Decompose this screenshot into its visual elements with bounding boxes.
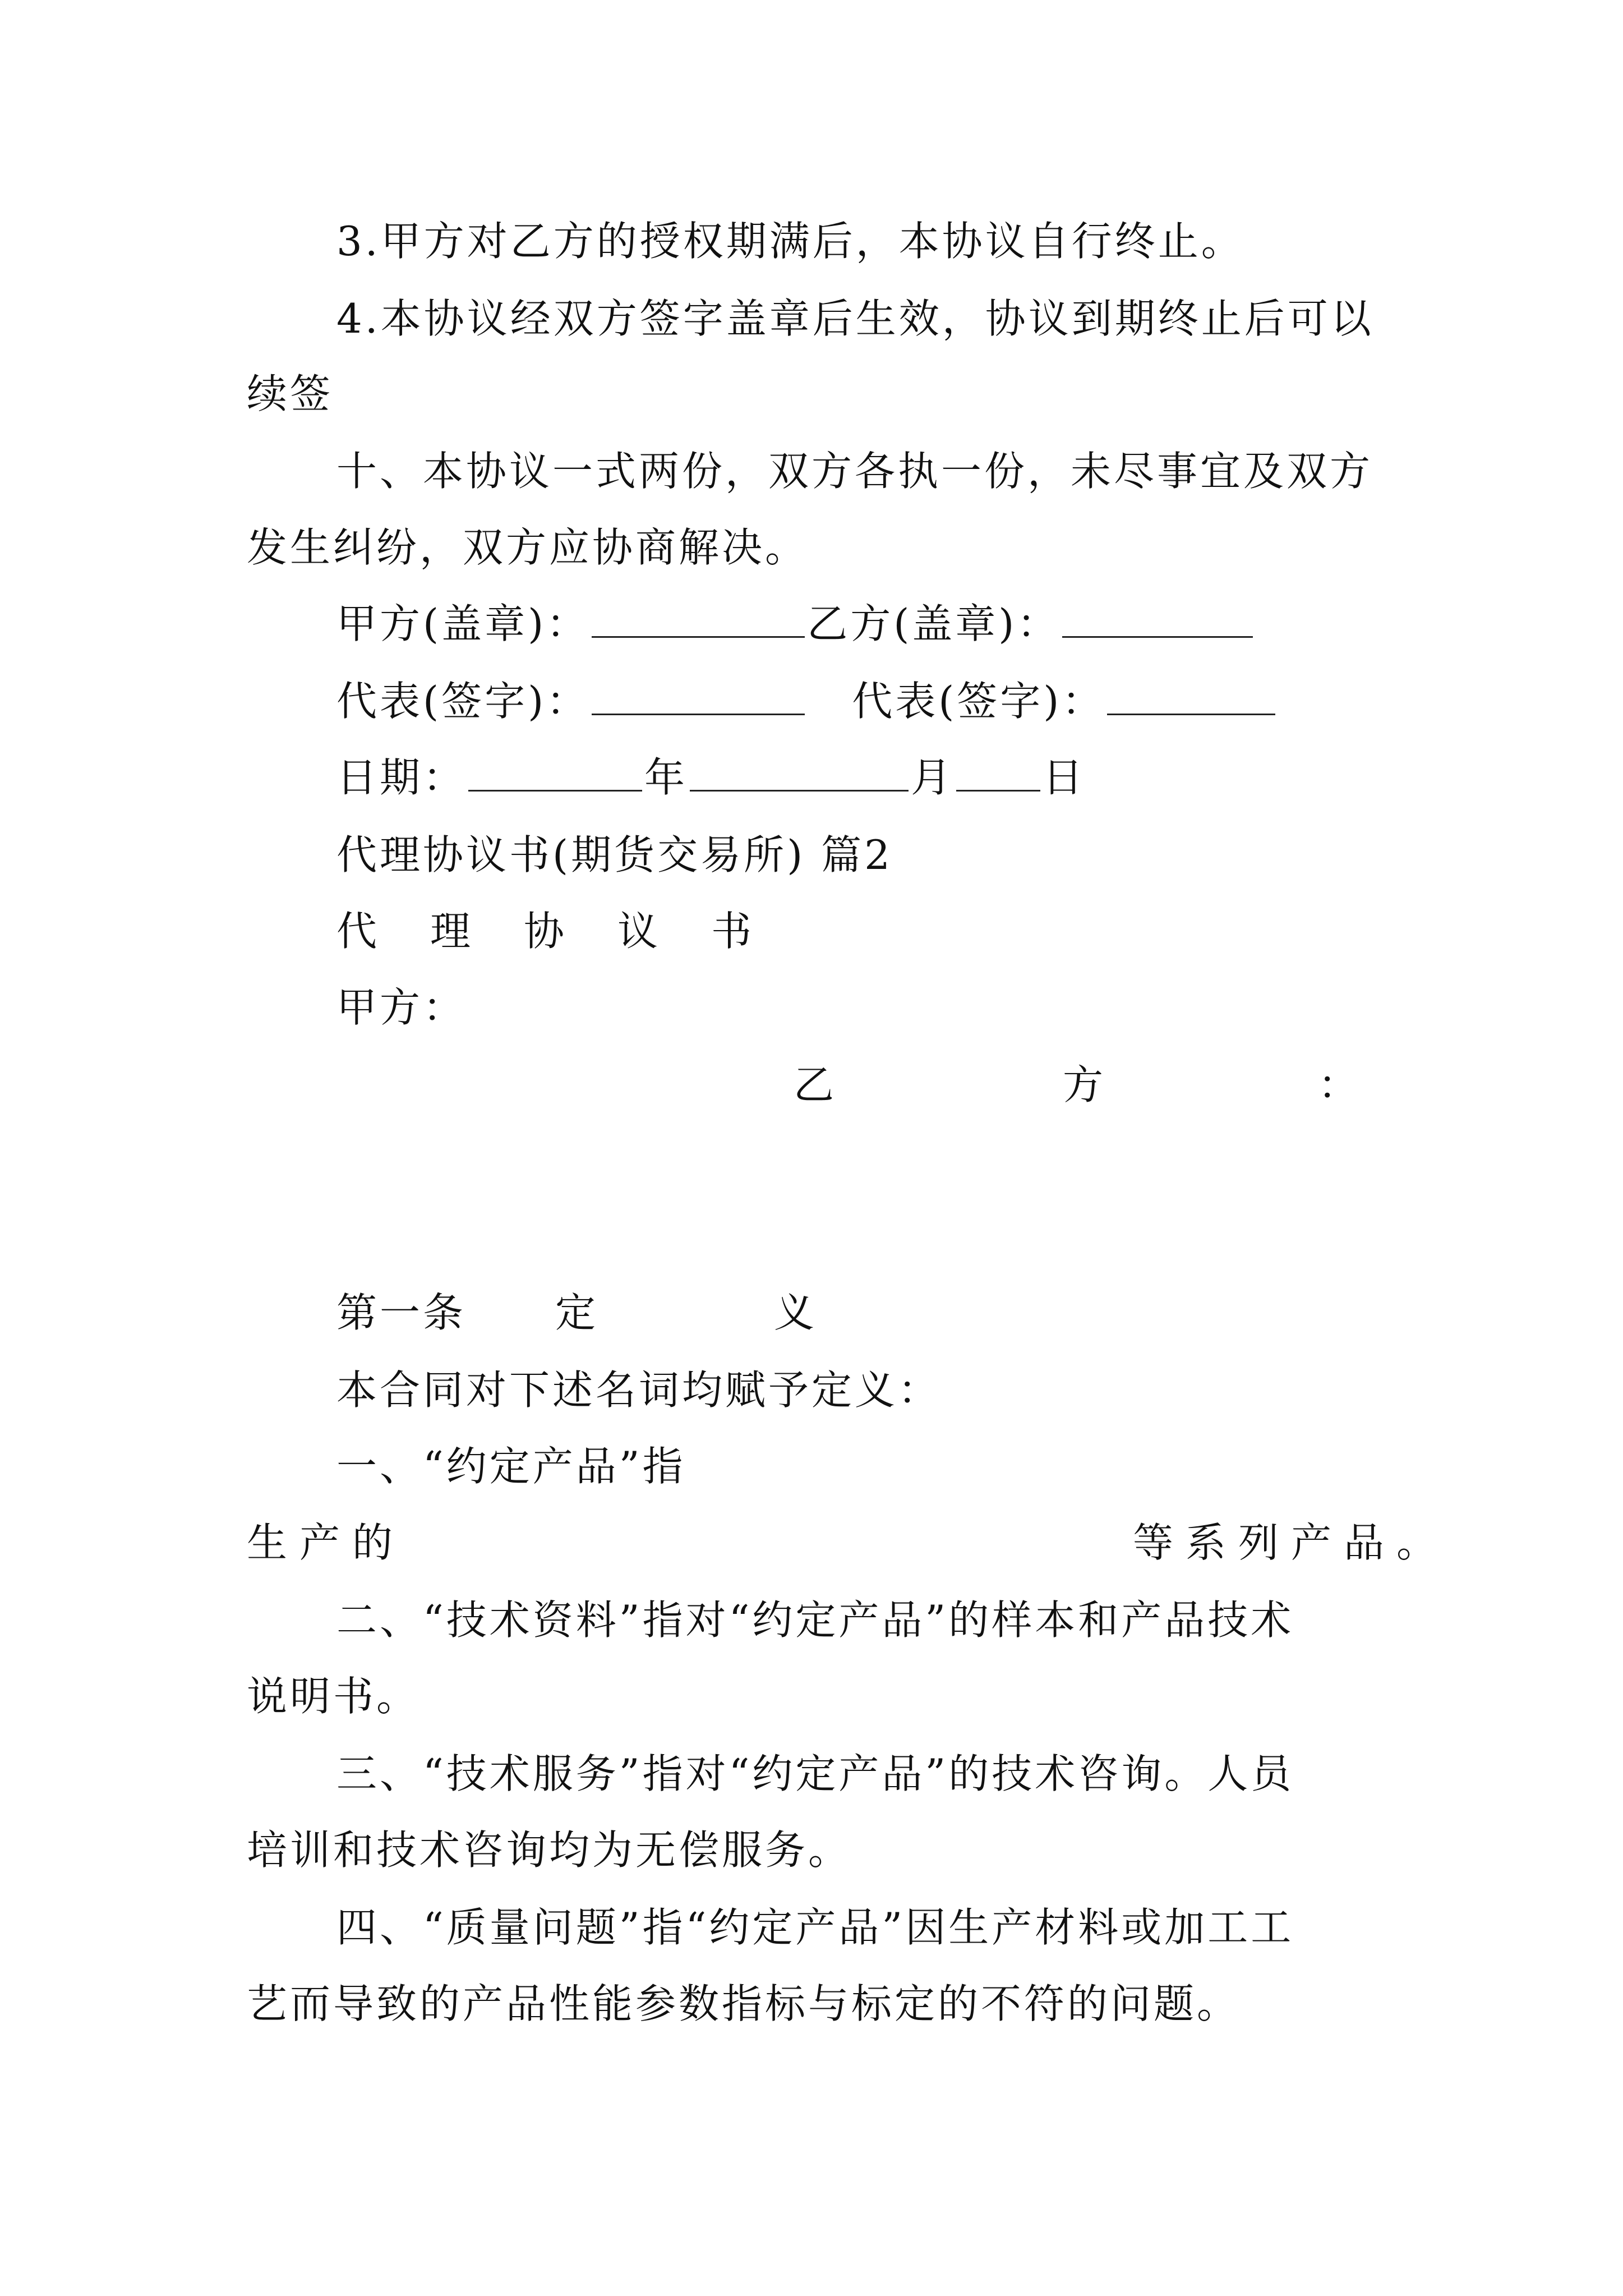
rep-b-label: 代表(签字)： — [852, 678, 1105, 725]
definition-1-line-1: 一、“约定产品”指 — [336, 1443, 686, 1490]
article-1-char: 义 — [774, 1289, 818, 1336]
document-title — [336, 907, 754, 956]
definition-1-line-2-right: 等系列产品。 — [1133, 1519, 1450, 1566]
clause-4-line-2: 续签 — [247, 370, 334, 417]
definition-4-line-1: 四、“质量问题”指“约定产品”因生产材料或加工工 — [336, 1904, 1294, 1951]
rep-a-label: 代表(签字)： — [336, 678, 590, 725]
title-char: 代 — [336, 908, 380, 955]
definition-3-line-2: 培训和技术咨询均为无偿服务。 — [247, 1826, 852, 1874]
day-label: 日 — [1043, 754, 1086, 801]
definition-4-line-2: 艺而导致的产品性能参数指标与标定的不符的问题。 — [247, 1980, 1241, 2027]
party-a-seal-label: 甲方(盖章)： — [336, 600, 590, 647]
party-b-char: 方 — [1063, 1061, 1106, 1108]
title-char: 书 — [711, 908, 755, 955]
clause-4-line-1: 4.本协议经双方签字盖章后生效，协议到期终止后可以 — [336, 295, 1374, 342]
clause-10-line-2: 发生纠纷，双方应协商解决。 — [247, 524, 809, 571]
clause-10-line-1: 十、本协议一式两份，双方各执一份，未尽事宜及双方 — [336, 448, 1373, 495]
year-label: 年 — [644, 754, 688, 801]
rep-b-blank — [1107, 680, 1275, 715]
section-title: 代理协议书(期货交易所) 篇2 — [336, 831, 893, 878]
signature-rep-line — [336, 677, 1278, 726]
article-1-char: 定 — [555, 1289, 599, 1336]
definition-2-line-1: 二、“技术资料”指对“约定产品”的样本和产品技术 — [336, 1596, 1294, 1644]
year-blank — [468, 756, 642, 792]
month-blank — [690, 756, 909, 792]
definition-1-line-2-left: 生产的 — [247, 1519, 405, 1566]
party-b-char: 乙 — [794, 1061, 837, 1108]
title-char: 协 — [524, 908, 568, 955]
day-blank — [956, 756, 1040, 792]
title-char: 理 — [430, 908, 474, 955]
party-b-seal-blank — [1062, 602, 1253, 638]
party-b-seal-label: 乙方(盖章)： — [807, 600, 1061, 647]
party-a-label: 甲方： — [336, 984, 467, 1031]
date-label: 日期： — [336, 754, 467, 801]
title-char: 议 — [617, 908, 661, 955]
party-a-seal-blank — [592, 602, 805, 638]
month-label: 月 — [911, 754, 955, 801]
party-b-char: ： — [1318, 1061, 1362, 1108]
definition-3-line-1: 三、“技术服务”指对“约定产品”的技术咨询。人员 — [336, 1750, 1294, 1797]
definition-2-line-2: 说明书。 — [247, 1673, 420, 1720]
article-1-label: 第一条 — [336, 1289, 467, 1336]
clause-3: 3.甲方对乙方的授权期满后，本协议自行终止。 — [336, 218, 1244, 265]
definitions-intro: 本合同对下述名词均赋予定义： — [336, 1366, 942, 1414]
signature-date-line — [336, 753, 1086, 802]
signature-seal-line — [336, 599, 1255, 648]
rep-a-blank — [592, 680, 805, 715]
